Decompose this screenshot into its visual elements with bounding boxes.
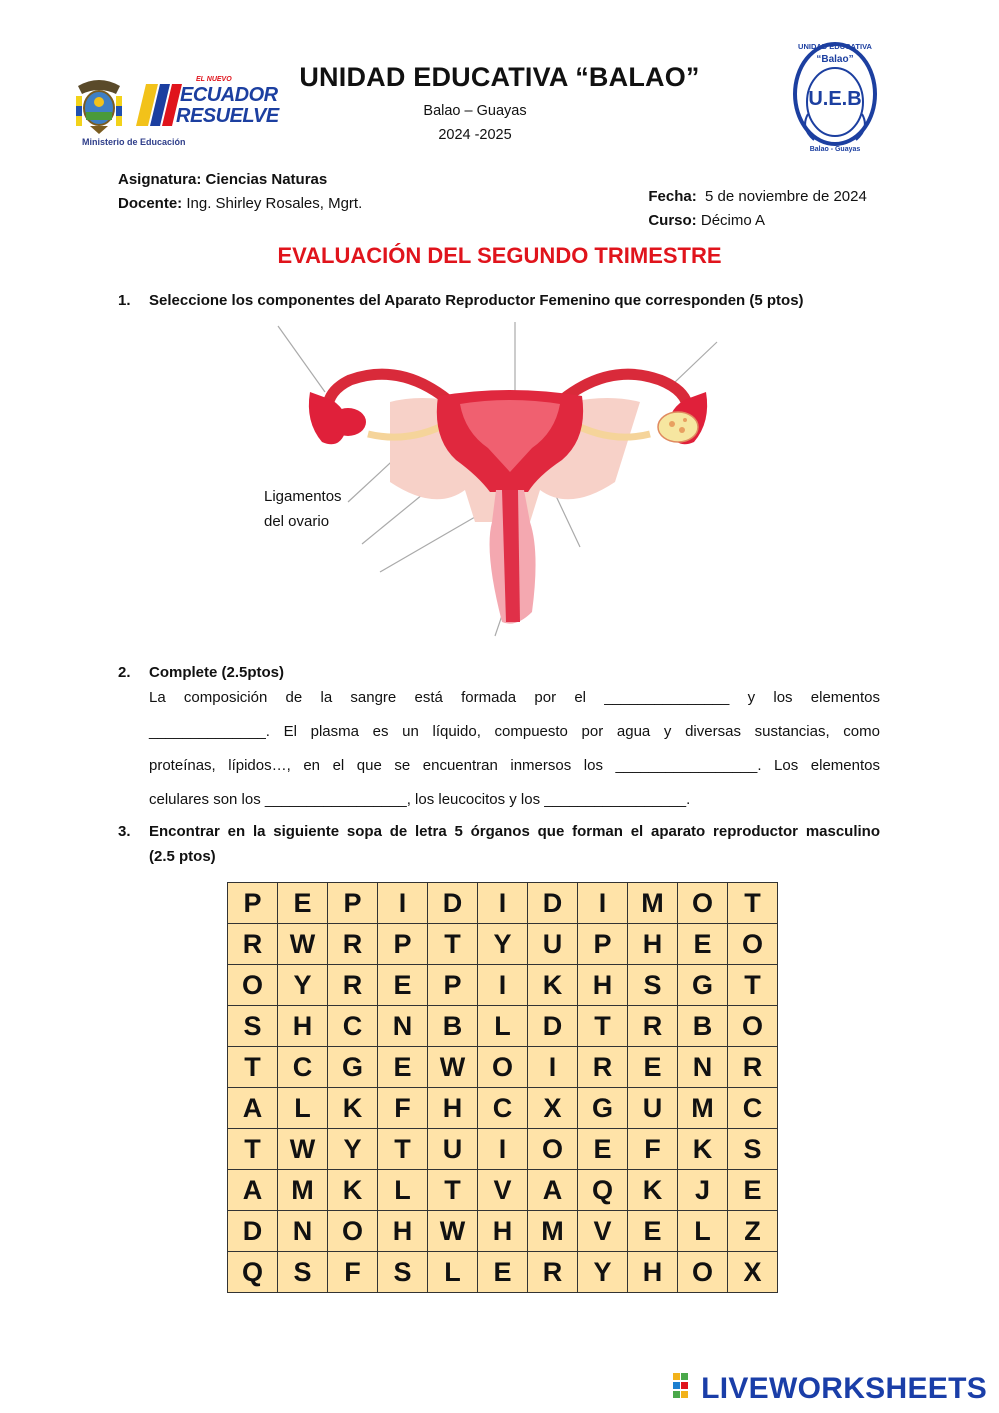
course-value: Décimo A <box>696 212 766 229</box>
grid-cell[interactable]: G <box>678 965 728 1006</box>
grid-cell[interactable]: V <box>578 1211 628 1252</box>
question-2-line4: celulares son los _________________, los leucocitos y los _________________. <box>149 791 691 808</box>
grid-cell[interactable]: D <box>528 1006 578 1047</box>
teacher-line <box>118 195 362 212</box>
grid-row <box>228 1170 778 1211</box>
question-2-number: 2. <box>118 664 131 681</box>
grid-cell[interactable]: F <box>628 1129 678 1170</box>
question-2-line1: La composición de la sangre está formada por el _______________ y los elementos <box>149 689 880 706</box>
grid-row <box>228 1006 778 1047</box>
grid-cell[interactable]: L <box>278 1088 328 1129</box>
grid-cell[interactable]: T <box>428 924 478 965</box>
grid-cell[interactable]: I <box>478 965 528 1006</box>
grid-cell[interactable]: K <box>528 965 578 1006</box>
grid-cell[interactable]: S <box>378 1252 428 1293</box>
grid-cell[interactable]: H <box>628 924 678 965</box>
grid-cell[interactable]: W <box>428 1047 478 1088</box>
grid-cell[interactable]: Y <box>328 1129 378 1170</box>
grid-cell[interactable]: F <box>328 1252 378 1293</box>
grid-cell[interactable]: T <box>578 1006 628 1047</box>
grid-cell[interactable]: M <box>528 1211 578 1252</box>
grid-cell[interactable]: E <box>578 1129 628 1170</box>
grid-row <box>228 924 778 965</box>
grid-cell[interactable]: Y <box>278 965 328 1006</box>
grid-cell[interactable]: N <box>378 1006 428 1047</box>
grid-cell[interactable]: S <box>628 965 678 1006</box>
grid-cell[interactable]: Q <box>578 1170 628 1211</box>
ministry-caption: Ministerio de Educación <box>82 137 186 147</box>
campaign-line1-text: ECUADOR <box>180 84 278 106</box>
grid-cell[interactable]: E <box>678 924 728 965</box>
grid-cell[interactable]: T <box>378 1129 428 1170</box>
grid-cell[interactable]: P <box>328 883 378 924</box>
grid-cell[interactable]: S <box>278 1252 328 1293</box>
grid-cell[interactable]: H <box>428 1088 478 1129</box>
grid-cell[interactable]: T <box>228 1129 278 1170</box>
grid-row <box>228 1088 778 1129</box>
grid-cell[interactable]: W <box>278 1129 328 1170</box>
grid-cell[interactable]: D <box>528 883 578 924</box>
grid-cell[interactable]: C <box>278 1047 328 1088</box>
grid-cell[interactable]: D <box>428 883 478 924</box>
grid-cell[interactable]: C <box>728 1088 778 1129</box>
grid-row <box>228 1252 778 1293</box>
grid-cell[interactable]: H <box>378 1211 428 1252</box>
grid-cell[interactable]: C <box>328 1006 378 1047</box>
school-seal-logo <box>790 36 880 158</box>
grid-cell[interactable]: L <box>678 1211 728 1252</box>
campaign-top-text: EL NUEVO <box>196 76 232 83</box>
grid-cell[interactable]: B <box>428 1006 478 1047</box>
grid-cell[interactable]: E <box>278 883 328 924</box>
grid-cell[interactable]: L <box>478 1006 528 1047</box>
grid-cell[interactable]: H <box>278 1006 328 1047</box>
grid-cell[interactable]: H <box>578 965 628 1006</box>
grid-cell[interactable]: E <box>378 1047 428 1088</box>
grid-cell[interactable]: O <box>728 924 778 965</box>
grid-cell[interactable]: E <box>628 1047 678 1088</box>
grid-cell[interactable]: I <box>478 1129 528 1170</box>
grid-cell[interactable]: O <box>528 1129 578 1170</box>
grid-cell[interactable]: F <box>378 1088 428 1129</box>
grid-cell[interactable]: K <box>678 1129 728 1170</box>
grid-cell[interactable]: T <box>728 883 778 924</box>
grid-cell[interactable]: L <box>378 1170 428 1211</box>
question-2-line2: ______________. El plasma es un líquido, compuesto por agua y diversas sustancias, como <box>149 723 880 740</box>
school-name: UNIDAD EDUCATIVA “BALAO” <box>299 62 700 92</box>
question-3-line1: Encontrar en la siguiente sopa de letra 5 órganos que forman el aparato reproductor masculino <box>149 823 880 840</box>
grid-cell[interactable]: R <box>728 1047 778 1088</box>
grid-cell[interactable]: L <box>428 1252 478 1293</box>
grid-cell[interactable]: U <box>528 924 578 965</box>
grid-cell[interactable]: X <box>528 1088 578 1129</box>
grid-cell[interactable]: P <box>428 965 478 1006</box>
grid-cell[interactable]: M <box>278 1170 328 1211</box>
grid-cell[interactable]: Y <box>578 1252 628 1293</box>
grid-cell[interactable]: E <box>378 965 428 1006</box>
question-3-number: 3. <box>118 823 131 840</box>
date-label: Fecha: <box>648 188 697 205</box>
grid-row <box>228 1047 778 1088</box>
grid-cell[interactable]: A <box>228 1088 278 1129</box>
grid-cell[interactable]: K <box>328 1088 378 1129</box>
grid-cell[interactable]: E <box>728 1170 778 1211</box>
grid-cell[interactable]: U <box>628 1088 678 1129</box>
diagram-label-line1: Ligamentos <box>264 488 342 505</box>
grid-cell[interactable]: R <box>528 1252 578 1293</box>
grid-cell[interactable]: O <box>678 883 728 924</box>
grid-cell[interactable]: Z <box>728 1211 778 1252</box>
question-1-number: 1. <box>118 292 131 309</box>
grid-cell[interactable]: N <box>278 1211 328 1252</box>
grid-cell[interactable]: O <box>478 1047 528 1088</box>
liveworksheets-brand: LIVEWORKSHEETS <box>701 1372 987 1405</box>
seal-bottom-text: Balao - Guayas <box>809 146 861 153</box>
grid-cell[interactable]: J <box>678 1170 728 1211</box>
grid-cell[interactable]: S <box>228 1006 278 1047</box>
grid-cell[interactable]: H <box>478 1211 528 1252</box>
grid-cell[interactable]: B <box>678 1006 728 1047</box>
campaign-line2-text: RESUELVE <box>176 105 279 127</box>
grid-cell[interactable]: Y <box>478 924 528 965</box>
grid-cell[interactable]: R <box>328 924 378 965</box>
grid-cell[interactable]: W <box>278 924 328 965</box>
teacher-label: Docente: <box>118 195 183 212</box>
grid-cell[interactable]: V <box>478 1170 528 1211</box>
grid-cell[interactable]: W <box>428 1211 478 1252</box>
seal-name-text: “Balao” <box>816 54 854 65</box>
grid-cell[interactable]: I <box>378 883 428 924</box>
grid-cell[interactable]: O <box>328 1211 378 1252</box>
school-year: 2024 -2025 <box>438 127 512 143</box>
grid-cell[interactable]: A <box>528 1170 578 1211</box>
grid-cell[interactable]: A <box>228 1170 278 1211</box>
grid-cell[interactable]: E <box>628 1211 678 1252</box>
grid-cell[interactable]: D <box>228 1211 278 1252</box>
question-2-line3: proteínas, lípidos…, en el que se encuentran inmersos los _________________. Los elementos <box>149 757 880 774</box>
grid-cell[interactable]: U <box>428 1129 478 1170</box>
grid-cell[interactable]: T <box>228 1047 278 1088</box>
grid-cell[interactable]: G <box>328 1047 378 1088</box>
grid-cell[interactable]: X <box>728 1252 778 1293</box>
grid-cell[interactable]: O <box>678 1252 728 1293</box>
grid-cell[interactable]: G <box>578 1088 628 1129</box>
grid-cell[interactable]: O <box>228 965 278 1006</box>
question-3-points: (2.5 ptos) <box>149 848 216 865</box>
course-line <box>640 195 765 229</box>
grid-cell[interactable]: T <box>428 1170 478 1211</box>
grid-cell[interactable]: M <box>678 1088 728 1129</box>
diagram-label-line2: del ovario <box>264 513 330 530</box>
word-search-grid <box>227 882 778 1293</box>
grid-cell[interactable]: R <box>628 1006 678 1047</box>
teacher-value: Ing. Shirley Rosales, Mgrt. <box>182 195 363 212</box>
seal-initials-text: U.E.B <box>808 88 862 110</box>
question-2-paragraph <box>149 681 880 817</box>
grid-cell[interactable]: M <box>628 883 678 924</box>
seal-arc-text: UNIDAD EDUCATIVA <box>798 42 872 51</box>
date-value: 5 de noviembre de 2024 <box>696 188 867 205</box>
grid-cell[interactable]: I <box>478 883 528 924</box>
grid-cell[interactable]: I <box>528 1047 578 1088</box>
grid-cell[interactable]: T <box>728 965 778 1006</box>
grid-cell[interactable]: E <box>478 1252 528 1293</box>
grid-cell[interactable]: H <box>628 1252 678 1293</box>
question-2-title: Complete (2.5ptos) <box>149 664 285 681</box>
grid-cell[interactable]: P <box>228 883 278 924</box>
grid-cell[interactable]: P <box>578 924 628 965</box>
grid-cell[interactable]: R <box>228 924 278 965</box>
grid-cell[interactable]: I <box>578 883 628 924</box>
grid-cell[interactable]: N <box>678 1047 728 1088</box>
school-location: Balao – Guayas <box>423 103 527 119</box>
grid-cell[interactable]: K <box>328 1170 378 1211</box>
subject-label: Asignatura: Ciencias Naturas <box>118 171 328 188</box>
question-1-text: Seleccione los componentes del Aparato Reproductor Femenino que corresponden (5 ptos) <box>149 292 804 309</box>
grid-cell[interactable]: R <box>578 1047 628 1088</box>
grid-row <box>228 1129 778 1170</box>
grid-cell[interactable]: P <box>378 924 428 965</box>
course-label: Curso: <box>648 212 697 229</box>
liveworksheets-logo-icon <box>673 1373 697 1407</box>
liveworksheets-footer <box>673 1372 987 1407</box>
grid-cell[interactable]: S <box>728 1129 778 1170</box>
grid-cell[interactable]: R <box>328 965 378 1006</box>
grid-cell[interactable]: O <box>728 1006 778 1047</box>
grid-cell[interactable]: K <box>628 1170 678 1211</box>
grid-row <box>228 1211 778 1252</box>
uterus-diagram <box>270 322 730 642</box>
evaluation-title: EVALUACIÓN DEL SEGUNDO TRIMESTRE <box>277 243 722 268</box>
grid-cell[interactable]: C <box>478 1088 528 1129</box>
grid-row <box>228 965 778 1006</box>
grid-row <box>228 883 778 924</box>
grid-cell[interactable]: Q <box>228 1252 278 1293</box>
diagram-label <box>264 484 342 534</box>
